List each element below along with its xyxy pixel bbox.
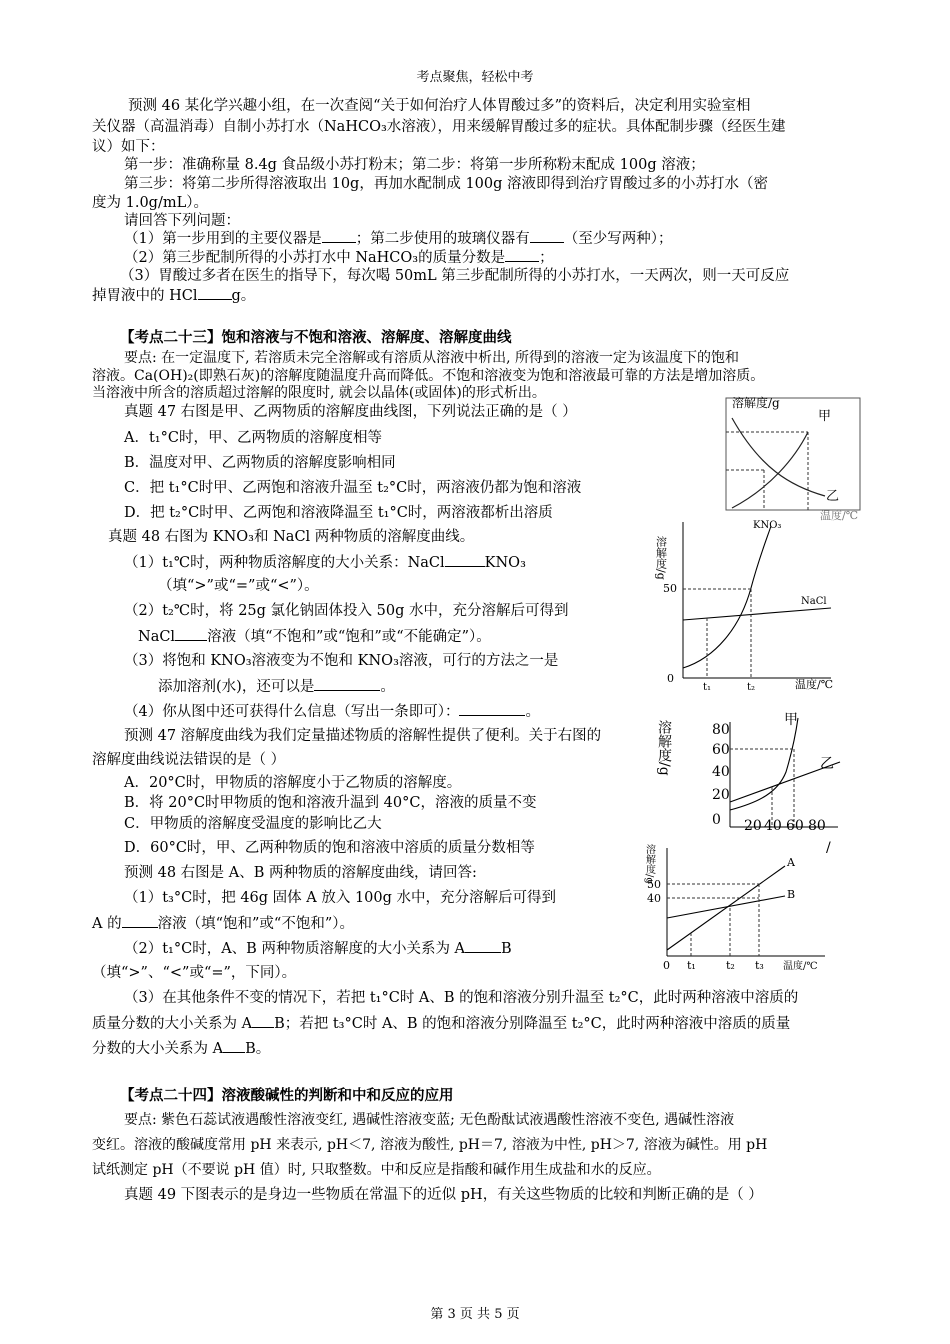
solubility-figure-1 — [700, 388, 870, 520]
answer-blank — [252, 1013, 274, 1028]
text-line: 真题 48 右图为 KNO₃和 NaCl 两种物质的溶解度曲线。 — [108, 529, 475, 545]
solubility-figure-2 — [655, 518, 835, 696]
y-tick: 80 — [712, 722, 730, 738]
series-label-yi: 乙 — [820, 756, 834, 772]
option-line: B．温度对甲、乙两物质的溶解度影响相同 — [124, 455, 396, 471]
question-line: （1）第一步用到的主要仪器是 ；第二步使用的玻璃仪器有 （至少写两种）； — [124, 228, 672, 249]
question-line: （1）t₁℃时，两种物质溶解度的大小关系：NaCl KNO₃ — [124, 552, 526, 573]
question-line: 质量分数的大小关系为 A B；若把 t₃°C时 A、B 的饱和溶液分别降温至 t₂°C，此时两种溶液中溶质的质量 — [92, 1013, 790, 1034]
text-line: 溶液。Ca(OH)₂(即熟石灰)的溶解度随温度升高而降低。不饱和溶液变为饱和溶液最可靠的方法是增加溶质。 — [92, 368, 765, 384]
curve-b — [667, 896, 785, 918]
x-tick-t1: t₁ — [687, 959, 696, 972]
figure-frame — [726, 398, 860, 510]
question-line: A 的 溶液（填“饱和”或“不饱和”）。 — [92, 913, 354, 934]
series-label-yi: 乙 — [826, 489, 840, 504]
option-line: C．甲物质的溶解度受温度的影响比乙大 — [124, 816, 382, 832]
answer-blank — [198, 285, 232, 300]
text-line: （3）在其他条件不变的情况下，若把 t₁°C时 A、B 的饱和溶液分别升温至 t₂°C，此时两种溶液中溶质的 — [124, 990, 799, 1006]
question-line: 掉胃液中的 HCl g。 — [92, 285, 255, 306]
answer-blank — [322, 228, 356, 243]
answer-blank — [459, 701, 525, 716]
y-axis-label: 溶解度/g — [656, 720, 672, 776]
text-line: 预测 47 溶解度曲线为我们定量描述物质的溶解性提供了便利。关于右图的 — [124, 728, 602, 744]
text-line: 关仪器（高温消毒）自制小苏打水（NaHCO₃水溶液），用来缓解胃酸过多的症状。具体配制步骤（经医生建 — [92, 119, 786, 135]
text-line: 预测 48 右图是 A、B 两种物质的溶解度曲线，请回答: — [124, 865, 477, 881]
option-line: A．20°C时，甲物质的溶解度小于乙物质的溶解度。 — [124, 775, 462, 791]
text-line: 真题 47 右图是甲、乙两物质的溶解度曲线图，下列说法正确的是（ ） — [124, 404, 577, 420]
curve-nacl — [683, 608, 831, 620]
text-line: 要点: 在一定温度下, 若溶质未完全溶解或有溶质从溶液中析出, 所得到的溶液一定为该温度下的饱和 — [124, 350, 739, 366]
text-line: （2）t₂℃时，将 25g 氯化钠固体投入 50g 水中，充分溶解后可得到 — [124, 603, 569, 619]
x-tick: 20 — [744, 818, 762, 834]
question-line: （2）t₁°C时，A、B 两种物质溶解度的大小关系为 A B — [124, 938, 512, 959]
y-axis-label: 溶解度/g — [732, 396, 780, 410]
series-label-kno3: KNO₃ — [753, 520, 782, 531]
series-label-jia: 甲 — [818, 409, 832, 424]
text-line: 度为 1.0g/mL）。 — [92, 195, 208, 211]
text-line: 溶解度曲线说法错误的是（ ） — [92, 752, 286, 768]
question-line: 添加溶剂(水)，还可以是 。 — [158, 676, 395, 697]
option-line: A．t₁°C时，甲、乙两物质的溶解度相等 — [124, 430, 382, 446]
answer-blank — [505, 247, 539, 262]
text-line: 真题 49 下图表示的是身边一些物质在常温下的近似 pH，有关这些物质的比较和判断正确的是（ ） — [124, 1187, 763, 1203]
origin-label: 0 — [667, 672, 674, 685]
question-line: NaCl 溶液（填“不饱和”或“饱和”或“不能确定”）。 — [138, 626, 491, 647]
text-line: 第一步：准确称量 8.4g 食品级小苏打粉末；第二步：将第一步所称粉末配成 100g 溶液； — [124, 157, 705, 173]
x-tick-t2: t₂ — [726, 959, 735, 972]
origin-label: 0 — [663, 959, 670, 972]
text-line: 预测 46 某化学兴趣小组，在一次查阅“关于如何治疗人体胃酸过多”的资料后，决定利用实验室相 — [128, 98, 751, 114]
option-line: C．把 t₁°C时甲、乙两饱和溶液升温至 t₂°C时，两溶液仍都为饱和溶液 — [124, 480, 582, 496]
text-line: （3）将饱和 KNO₃溶液变为不饱和 KNO₃溶液，可行的方法之一是 — [124, 653, 559, 669]
curve-a — [667, 866, 785, 950]
y-axis-label: 溶解度/g — [643, 844, 655, 884]
x-tick-t2: t₂ — [747, 682, 756, 693]
y-tick: 60 — [712, 742, 730, 758]
answer-blank — [175, 626, 207, 641]
x-tick: 80 — [808, 818, 826, 834]
series-label-jia: 甲 — [784, 712, 798, 728]
y-tick: 50 — [663, 582, 677, 595]
text-line: 要点: 紫色石蕊试液遇酸性溶液变红, 遇碱性溶液变蓝; 无色酚酞试液遇酸性溶液不变色, 遇碱性溶液 — [124, 1112, 735, 1128]
answer-blank — [465, 938, 501, 953]
x-tick-t1: t₁ — [703, 682, 712, 693]
answer-blank — [122, 913, 158, 928]
answer-blank — [314, 676, 380, 691]
y-tick: 20 — [712, 787, 730, 803]
question-line: （4）你从图中还可获得什么信息（写出一条即可）： 。 — [124, 701, 540, 722]
question-line: （2）第三步配制所得的小苏打水中 NaHCO₃的质量分数是 ； — [124, 247, 554, 268]
answer-blank — [223, 1038, 245, 1053]
y-axis-label: 溶解度/g — [654, 536, 668, 580]
axis-slash: / — [826, 840, 831, 856]
option-line: B．将 20°C时甲物质的饱和溶液升温到 40°C，溶液的质量不变 — [124, 795, 537, 811]
y-tick: 40 — [647, 892, 661, 905]
text-line: 试纸测定 pH（不要说 pH 值）时, 只取整数。中和反应是指酸和碱作用生成盐和水的反应。 — [92, 1162, 661, 1178]
y-tick: 50 — [647, 878, 661, 891]
text-line: （3）胃酸过多者在医生的指导下，每次喝 50mL 第三步配制所得的小苏打水，一天两次，则一天可反应 — [120, 268, 790, 284]
page-header: 考点聚焦，轻松中考 — [416, 70, 534, 85]
text-line: 请回答下列问题： — [124, 213, 240, 229]
series-label-b: B — [787, 888, 796, 901]
answer-blank — [530, 228, 564, 243]
text-line: 第三步：将第二步所得溶液取出 10g，再加水配制成 100g 溶液即得到治疗胃酸过多的小苏打水（密 — [124, 176, 769, 192]
answer-blank — [445, 552, 485, 567]
question-line: 分数的大小关系为 A B。 — [92, 1038, 270, 1059]
curve-yi — [732, 418, 825, 496]
option-line: D．把 t₂°C时甲、乙两饱和溶液降温至 t₁°C时，两溶液都析出溶质 — [124, 505, 553, 521]
option-line: D．60°C时，甲、乙两种物质的饱和溶液中溶质的质量分数相等 — [124, 840, 535, 856]
x-axis-label: 温度/℃ — [795, 678, 834, 691]
text-line: 变红。溶液的酸碱度常用 pH 来表示, pH＜7, 溶液为酸性, pH＝7, 溶液为中性, pH＞7, 溶液为碱性。用 pH — [92, 1137, 768, 1153]
series-label-nacl: NaCl — [801, 596, 827, 607]
text-line: 议）如下： — [92, 139, 165, 155]
section-title: 【考点二十三】饱和溶液与不饱和溶液、溶解度、溶解度曲线 — [120, 329, 512, 346]
y-tick: 40 — [712, 764, 730, 780]
x-tick: 40 — [764, 818, 782, 834]
x-tick-t3: t₃ — [755, 959, 764, 972]
text-line: （1）t₃°C时，把 46g 固体 A 放入 100g 水中，充分溶解后可得到 — [124, 890, 557, 906]
text-line: （填“>”、“<”或“=”，下同）。 — [92, 965, 297, 981]
curve-kno3 — [683, 526, 771, 668]
curve-jia — [730, 718, 798, 810]
series-label-a: A — [787, 856, 795, 869]
solubility-figure-4 — [645, 838, 835, 978]
y-tick: 0 — [712, 812, 721, 828]
x-axis-label: 温度/℃ — [783, 961, 818, 972]
page-footer: 第 3 页 共 5 页 — [430, 1307, 520, 1322]
text-line: （填“>”或“=”或“<”）。 — [158, 578, 319, 594]
x-tick: 60 — [786, 818, 804, 834]
section-title: 【考点二十四】溶液酸碱性的判断和中和反应的应用 — [120, 1087, 454, 1104]
x-axis-label: 温度/℃ — [820, 509, 859, 522]
text-line: 当溶液中所含的溶质超过溶解的限度时, 就会以晶体(或固体)的形式析出。 — [92, 385, 546, 401]
